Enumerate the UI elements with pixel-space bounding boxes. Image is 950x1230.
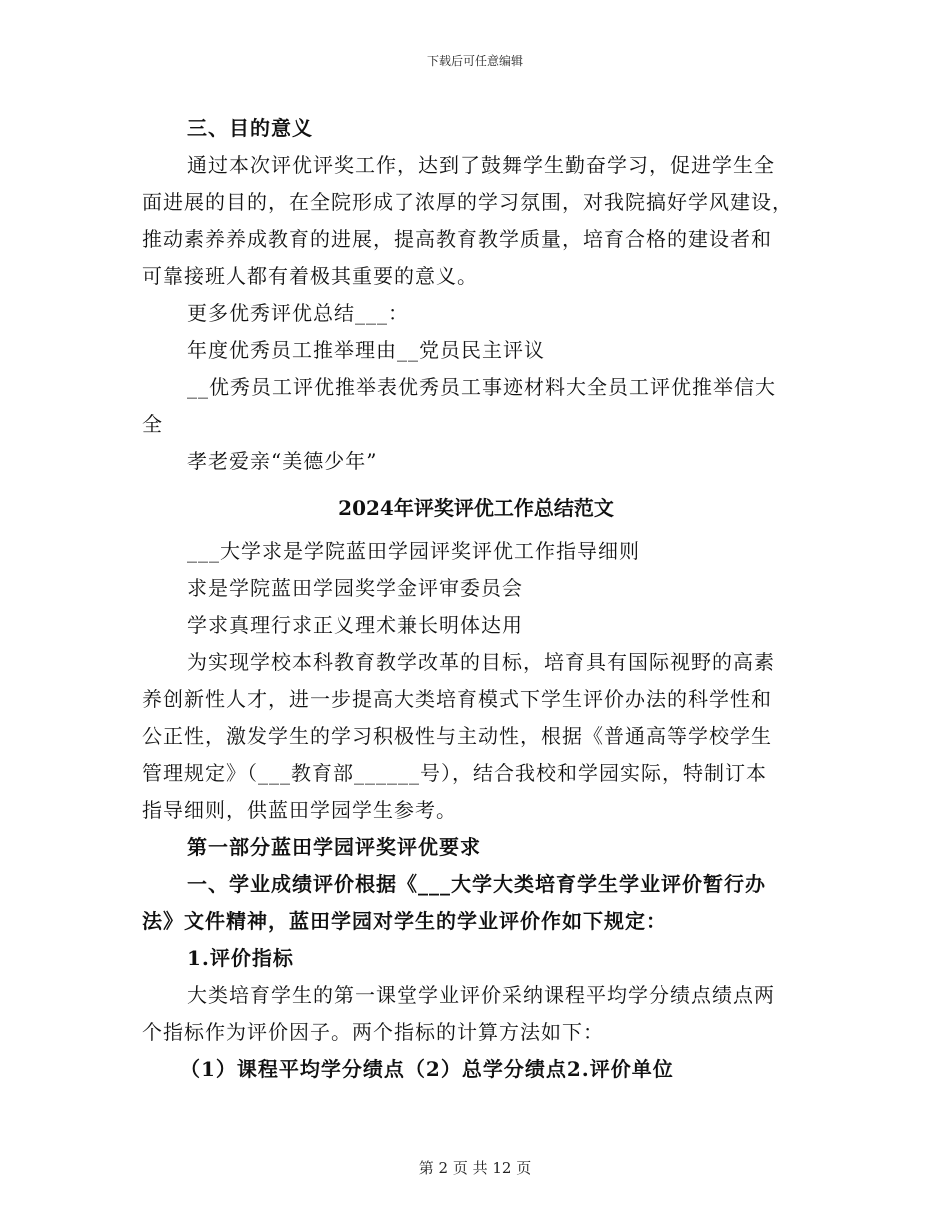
page-footer: 第 2 页 共 12 页	[418, 1159, 532, 1177]
section-heading-purpose: 三、目的意义	[187, 116, 313, 140]
intro-line: ___大学求是学院蓝田学园评奖评优工作指导细则	[187, 539, 640, 563]
part1-subheading: 一、学业成绩评价根据《___大学大类培育学生学业评价暂行办	[187, 872, 766, 896]
document-body	[142, 110, 810, 1088]
paragraph-line: 面进展的目的，在全院形成了浓厚的学习氛围，对我院搞好学风建设，	[142, 190, 793, 214]
more-links-line: __优秀员工评优推举表优秀员工事迹材料大全员工评优推举信大	[187, 375, 776, 399]
paragraph-line: 通过本次评优评奖工作，达到了鼓舞学生勤奋学习，促进学生全	[187, 153, 775, 177]
more-links-line: 全	[142, 412, 163, 436]
purpose-line: 指导细则，供蓝田学园学生参考。	[142, 798, 457, 822]
purpose-line: 养创新性人才，进一步提高大类培育模式下学生评价办法的科学性和	[142, 687, 772, 711]
intro-line: 求是学院蓝田学园奖学金评审委员会	[187, 576, 523, 600]
purpose-line: 为实现学校本科教育教学改革的目标，培育具有国际视野的高素	[187, 650, 775, 674]
item1-paragraph-line: 个指标作为评价因子。两个指标的计算方法如下：	[142, 1020, 604, 1044]
item1-list-line: （1）课程平均学分绩点（2）总学分绩点2.评价单位	[180, 1057, 674, 1081]
part1-heading: 第一部分蓝田学园评奖评优要求	[187, 835, 481, 859]
more-links-line: 年度优秀员工推举理由__党员民主评议	[187, 338, 545, 362]
paragraph-line: 可靠接班人都有着极其重要的意义。	[142, 264, 478, 288]
item1-heading: 1.评价指标	[187, 946, 294, 970]
page-header: 下载后可任意编辑	[426, 54, 523, 68]
purpose-line: 公正性，激发学生的学习积极性与主动性，根据《普通高等学校学生	[142, 724, 772, 748]
document-title: 2024年评奖评优工作总结范文	[338, 496, 614, 520]
part1-subheading: 法》文件精神，蓝田学园对学生的学业评价作如下规定：	[142, 909, 667, 933]
more-links-line: 更多优秀评优总结___：	[187, 301, 409, 325]
item1-paragraph-line: 大类培育学生的第一课堂学业评价采纳课程平均学分绩点绩点两	[187, 983, 775, 1007]
intro-line: 学求真理行求正义理术兼长明体达用	[187, 613, 523, 637]
more-links-line: 孝老爱亲“美德少年”	[187, 449, 378, 473]
purpose-line: 管理规定》（___教育部______号），结合我校和学园实际，特制订本	[142, 761, 767, 785]
paragraph-line: 推动素养养成教育的进展，提高教育教学质量，培育合格的建设者和	[142, 227, 772, 251]
